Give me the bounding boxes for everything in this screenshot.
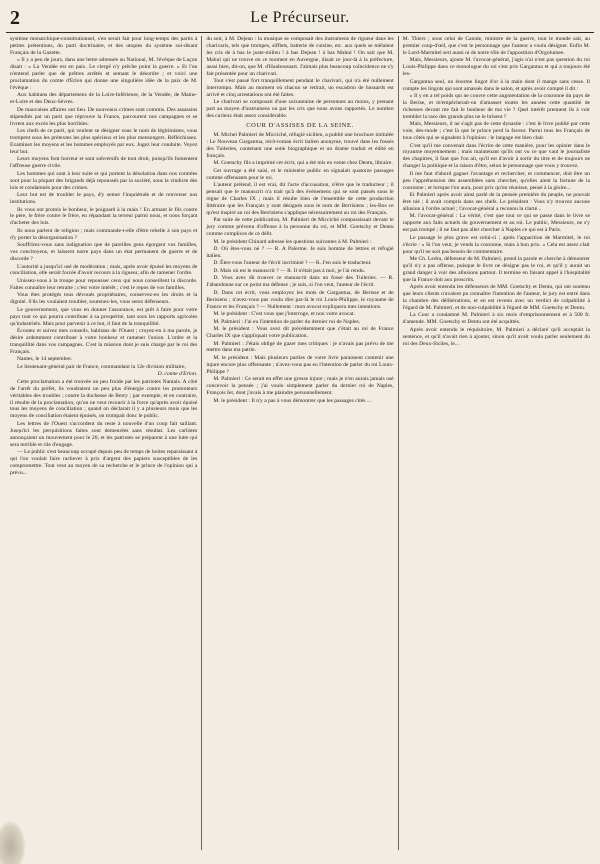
article-paragraph: Il me faut d'abord gagner l'avantage et rechercher, et commencer, doit être un peu l'appréhension des assemblées sans chercher, qu'elles aient la fortune de la couronne ; et lorsque l'on aura, pour prix qu'on réunisse, pensé à la gloire... — [402, 170, 590, 191]
masthead-title: Le Précurseur. — [250, 9, 350, 26]
article-columns — [6, 36, 594, 850]
column-3 — [398, 36, 594, 850]
article-paragraph: M. Michel Palmieri de Micciché, réfugié sicilien, a publié une brochure intitulée : Le Nouveau Gargantua, récit-roman écrit italien anonyme, trouvé dans les fossés des Tuileries, contenant une sotie biographique et un drame traduit et édité en français. — [206, 131, 394, 159]
article-paragraph: M. le président : Il n'y a pas à vous démontrer que les passages cités ... — [213, 397, 372, 404]
article-paragraph: Ils nous parlent de religion ; mais commande-t-elle d'être rebelle à son pays et d'y porter la désorganisation ? — [10, 227, 198, 241]
article-paragraph: La Cour a condamné M. Palmieri à six mois d'emprisonnement et à 500 fr. d'amende. MM. Goetschy et Dentu ont été acquittés. — [402, 312, 590, 326]
article-paragraph: Après avoir entendu le réquisitoire, M. Palmieri a déclaré qu'il acceptait la sentence, et qu'il n'avait rien à ajouter, sinon qu'il avait voulu parler seulement du roi des Deux-Siciles, le... — [402, 326, 590, 347]
article-paragraph: D. Dans cet écrit, vous employez les mots de Gargantua, de Berisse et de Berisiens ; n'avez-vous pas voulu dire par-là le roi Louis-Philippe, le royaume de France et les Français ? — Nullement : mon avocat expliquera mes intentions. — [206, 289, 394, 310]
article-paragraph: du soir, à M. Dejean : la musique se composait des instrumens de rigueur dans les charivaris, tels que trompes, sifflets, batterie de cuisine, etc. aux quels se mêlaient les cris de à bas le juste-milieu ! à bas Dejean ! à bas Mahul ! On sait que M. Mahul qui ne trouve en ce moment en Auvergne, disait ce jour-là à la préfecture, aussi bien, dit-on, que M. d'Hauboussart. J'aimais plus beaucoup coïncidence ne s'y fait présentée pour un charivari. — [206, 36, 394, 77]
article-paragraph: « Il y en a tel poids qui ne couvre cette augmentation de la couronne du pays de la Berise, et m'empêcherait-on d'amasser toutes les années cette quantité de richesses devant me fait le bonheur de ma vie ? Quel intérêt prennent ils à voir trembler la race des grands plus ne le brisent ? — [402, 93, 590, 120]
article-paragraph: C'est qu'il me convenait dans l'écrire de cette manière, pour les opinier dans le royaume moyennement ; mais maintenant qu'ils ont vu ce que vaut le journaliste des chapitres, il faut que l'on ait, qu'il est d'avoir à sortir du titre et de toujours ne changer la politique et la raison d'être, selon le personnage que vous y trouvez. — [402, 142, 590, 170]
library-stamp — [0, 820, 26, 864]
article-paragraph: Vous êtes protégés tous dévoués propriétaires, conservez-en les droits et la dignité. S'ils les voulaient troubler, soutenez-les, vous serez défenseurs. — [10, 292, 198, 306]
article-paragraph: Cette proclamation a été trouvée un peu froide par les patriotes Nantais. A côté de l'arrêt du préfet, ils voudraient un peu plus d'énergie contre les promoteurs véritables des troubles ; contre la duchesse de Berry ; par exemple, et en contraire, il résulte de la proclamation, qu'on ne veut recourir à la force qu'après avoir épuisé tous les moyens de conciliation ; quand on déclarait il y a plusieurs mois que les moyens de conciliation étaient épuisés, on trompait donc le public. — [10, 378, 198, 420]
article-paragraph: Les hommes qui sont à leur suite et qui portent la désolation dans nos contrées sont pour la plupart des brigands déjà repoussés par la société, sous la vindicte des lois et condamnés pour des crimes. — [10, 170, 198, 191]
article-paragraph: M. Palmieri : J'étais obligé de gazer mes critiques : je n'avais pas prévu de me mettre dans ma patrie. — [206, 340, 394, 354]
article-paragraph: Cet ouvrage a été saisi, et le ministère public en signalait quatorze passages comme offensants pour le roi. — [206, 167, 394, 181]
article-paragraph: Après avoir entendu les défenseurs de MM. Goetschy et Dentu, qui ont soutenu que leurs clients n'avaient pu connaître l'intention de l'auteur, le jury est entré dans la chambre des délibérations, et en est revenu avec un verdict de culpabilité à l'égard de M. Palmieri, et de non-culpabilité à l'égard de MM. Goetschy et Dentu. — [402, 284, 590, 311]
article-paragraph: D. Êtes-vous l'auteur de l'écrit incriminé ? — R. J'en suis le traducteur. — [213, 260, 372, 267]
column-1 — [6, 36, 201, 850]
page-number: 2 — [10, 7, 20, 29]
article-paragraph: M. Goetschy fils a imprimé cet écrit, qui a été mis en vente chez Dentu, libraire. — [213, 160, 393, 167]
article-paragraph: Aux habitans des départemens de la Loire-Inférieure, de la Vendée, de Maine-et-Loire et des Deux-Sèvres. — [10, 92, 198, 106]
article-paragraph: M. Thiers ; sous celui de Canule, ministre de la guerre, tout le monde sait, au premier coup-d'œil, que c'est le personnage que l'auteur a voulu désigner. Enfin M. le Lord-Marmitel sert aussi ni de notre rôle de l'apposition d'Orgolumee. — [402, 36, 590, 56]
article-paragraph: système monarchique-constitutionnel, s'en serait fait pour long-temps des partis à petites prétentions, du parti doctrinaire, et des utopies du système soi-disant Français de la Gazette. — [10, 36, 198, 56]
article-paragraph: Mais, Messieurs, il ne s'agit pas de cette dynastie : c'est le livre publié par cette voie, des-mode ; c'est là que le prince perd la faveur. Parmi tous les Français de tous côtés qui se signalent à l'opinion : le langage est bien clair. — [402, 121, 590, 142]
article-paragraph: Par suite de cette publication, M. Palmieri de Micciché comparaissait devant le jury comme prévenu d'offense à la personne du roi, et MM. Goetschy et Dentu comme complices de ce délit. — [206, 217, 394, 238]
article-paragraph: Le gouvernement, que vous en donner l'assurance, est prêt à faire pour votre pays tout ce qui pourra contribuer à sa prospérité, tant sous les rapports agricoles qu'industriels. Mais pour parvenir à ce but, il faut de la tranquillité. — [10, 306, 198, 327]
article-paragraph: Mais, Messieurs, ajoute M. l'avocat-général, j'agis n'ai n'est pas question du roi Louis-Philippe dans ce monologue du roi s'est pris Gargantua et qui a toujours été les- — [402, 57, 590, 78]
article-paragraph: Le charivari se composait d'une soixantaine de personnes au moins, y prenant part au moyen d'instrumens ou par les cris que nous avons rapportés. Le nombre des curieux était assez considérable. — [206, 99, 394, 120]
article-paragraph: Et Palmieri après avoir ainsi parlé de la pensée première du peuple, ne pouvait être nié ; il avait compris dans ses chefs. Le président : Vous n'y trouvez aucune allusion à l'ordre actuel ; l'avocat-général a reconnu la clarté... — [402, 192, 590, 212]
section-heading: COUR D'ASSISES DE LA SEINE. — [246, 122, 354, 130]
article-paragraph: Écoutez et suivez mes conseils, habitans de l'Ouest ; croyez-en à ma parole, je désire ardemment contribuer à votre bonheur et ramener l'union. L'ordre et la tranquillité dans vos campagnes. C'est la mission dont je suis chargé par le roi des Français. — [10, 328, 198, 355]
article-paragraph: D. Mais où est le manuscrit ? — R. Il n'était pas à moi, je l'ai rendu. — [213, 267, 366, 274]
column-2 — [201, 36, 397, 850]
article-paragraph: Tout s'est passé fort tranquillement pendant le charivari, qui n'a été nullement interrompu. Mais au moment où chacun se retirait, un escadron de hussards est arrivé et cinq arrestations ont été faites. — [206, 78, 394, 98]
article-paragraph: D. Où êtes-vous né ? — R. A Palerme. Je suis homme de lettres et réfugié italien. — [206, 246, 394, 259]
article-paragraph: Unissez-vous à la troupe pour repousser ceux qui nous conseillent la discorde. Faites connaître leur retraite ; c'est votre intérêt ; c'est le repos de vos familles. — [10, 277, 198, 291]
signature-line: D. comte d'Erlon. — [157, 371, 198, 378]
article-paragraph: Nantes, le 14 septembre. — [17, 356, 73, 363]
article-paragraph: Le passage le plus grave est celui-ci ; après l'apparition de Marmitel, le roi s'écrie : « Si l'on veut, je vends la couronne, mais à bon prix. » Cela est assez clair pour qu'il ne soit pas besoin de commentaire. — [402, 234, 590, 255]
article-paragraph: Souffrirez-vous sans indignation que de pareilles gens égorgent vos familles, vos concitoyens, et laissent notre pays dans un état permanent de guerre et de discorde ? — [10, 242, 198, 263]
article-paragraph: M. le président : C'est vous que j'interroge, et non votre avocat. — [213, 311, 355, 318]
article-paragraph: Les lettres de l'Ouest s'accordent du reste à nouvelle d'un coup fait saillant. Jusqu'ici les perquisitions faites sont demeurées sans résultat. Les carlistes annonçaient un mouvement pour le 20, et les patriotes se préparent à une lutte qui sera terrible et rile d'engage. — [10, 420, 198, 448]
article-paragraph: L'autorité a jusqu'ici usé de modération ; mais, après avoir épuisé les moyens de conciliation, elle serait forcée d'avoir recours à la rigueur, afin de ramener l'ordre. — [10, 263, 198, 277]
article-paragraph: D. Vous avez dû trouver ce manuscrit dans un fossé des Tuileries. — R. J'abandonne sur ce point ma défense ; je suis, si l'on veut, l'auteur de l'écrit. — [206, 275, 394, 289]
article-paragraph: M. Palmieri : Ce serait en effet une grosse injure ; mais je n'en aurais jamais osé concevoir la pensée ; j'ai voulu simplement parler du dernier roi de Naples, François Ier, dont j'avais à me plaindre personnellement. — [206, 376, 394, 397]
article-paragraph: Ils vous ont promis le bonheur, le poignard à la main ! En armant le fils contre le père, le frère contre le frère, en répandant la terreur parmi nous, et nous forçant d'acheter des lois. — [10, 206, 198, 227]
article-paragraph: M. le président Chinard adresse les questions suivantes à M. Palmieri : — [213, 238, 372, 245]
article-paragraph: « Il y a peu de jours, dans une lettre adressée au National, M. l'évêque de Luçon disait : « La Vendée est en paix. Le clergé n'y prêche point la guerre. » Et l'on n'entend parler que de prêtres arrêtés et semant le désordre ; et voici une proclamation du comte d'Erlon qui donne une singulière idée de la paix de M. l'évêque : — [10, 57, 198, 91]
article-paragraph: — Le public s'est beaucoup occupé depuis peu de temps de boites reparaissant à qui l'on voulait faire rachever à prix d'argent des papiers susceptibles de les compromettre. Tout veut au moyen de sa recherche et le prince de l'opinion qui a prévu... — [10, 449, 198, 476]
article-paragraph: Gargantua seul, un énorme lingot d'or à la main dont il mange sans cesse. Il compte les lingots qui sont amassés dans le salon, et après avoir compté il dit : — [402, 78, 590, 92]
header-rule — [6, 32, 594, 33]
article-paragraph: De mauvaises affaires ont lieu. De nouveaux crimes sont commis. Des assassins stipendiés par un parti que réprouve la France, parcourent nos campagnes et se livrent aux excès les plus horribles. — [10, 106, 198, 127]
article-paragraph: M. l'avocat-général : La vérité, c'est que tout ce qui se passe dans le livre se rapporte aux faits actuels du gouvernement et au roi. Le public, Messieurs, ne s'y est pas trompé ; il ne faut pas aller chercher à Naples ce qui est à Paris. — [402, 213, 590, 234]
article-paragraph: Leur but est de troubler le pays, d'y semer l'inquiétude et de renverser nos institutions. — [10, 192, 198, 205]
article-paragraph: Le lieutenant-général pair de France, commandant la 12e division militaire, — [17, 363, 186, 370]
page-header — [8, 6, 592, 30]
article-paragraph: M. le président : Mais plusieurs parties de votre livre paraissent contenir une injure encore plus offensante ; n'avez-vous pas eu l'intention de parler du roi Louis-Philippe ? — [206, 354, 394, 375]
article-paragraph: L'auteur prétend, il est vrai, dit l'acte d'accusation, n'être que le traducteur ; il pensait que le manuscrit n'a trait qu'à des événemens qui se sont passés sous le règne de Charles IX ; mais il résulte bien de l'ensemble de cette production littéraire que les Français y sont désignés sous le nom de Berrisiens ; les-Bos ce qu'est inspiré au roi des Berrisiens s'applique nécessairement au roi des Français. — [206, 182, 394, 216]
article-paragraph: M. Palmieri : J'ai eu l'intention de parler du dernier roi de Naples. — [213, 318, 361, 325]
article-paragraph: Leurs moyens font horreur et sont subversifs de tout droit, puisqu'ils fomentent l'affreuse guerre civile. — [10, 156, 198, 170]
article-paragraph: Les chefs de ce parti, qui veulent se désigner sous le nom de légitimistes, vous trompent sous les prétextes les plus spécieux et les plus mensongers. Réfléchissez. Examinez les moyens et les hommes employés par eux. Jugez leur conduite. Voyez leur but. — [10, 128, 198, 155]
article-paragraph: Me Ch. Ledru, défenseur de M. Palmieri, prend la parole et cherche à démontrer qu'il n'y a pas offense, puisque le livre ne désigne pas le roi, et qu'il y aurait un grand danger à voir des allusions partout. Il termine en faisant appel à l'hospitalité que la France doit aux proscrits. — [402, 256, 590, 283]
article-paragraph: M. le président : Vous avez dit précédemment que c'était au roi de France Charles IX que s'appliquait votre publication. — [206, 326, 394, 340]
